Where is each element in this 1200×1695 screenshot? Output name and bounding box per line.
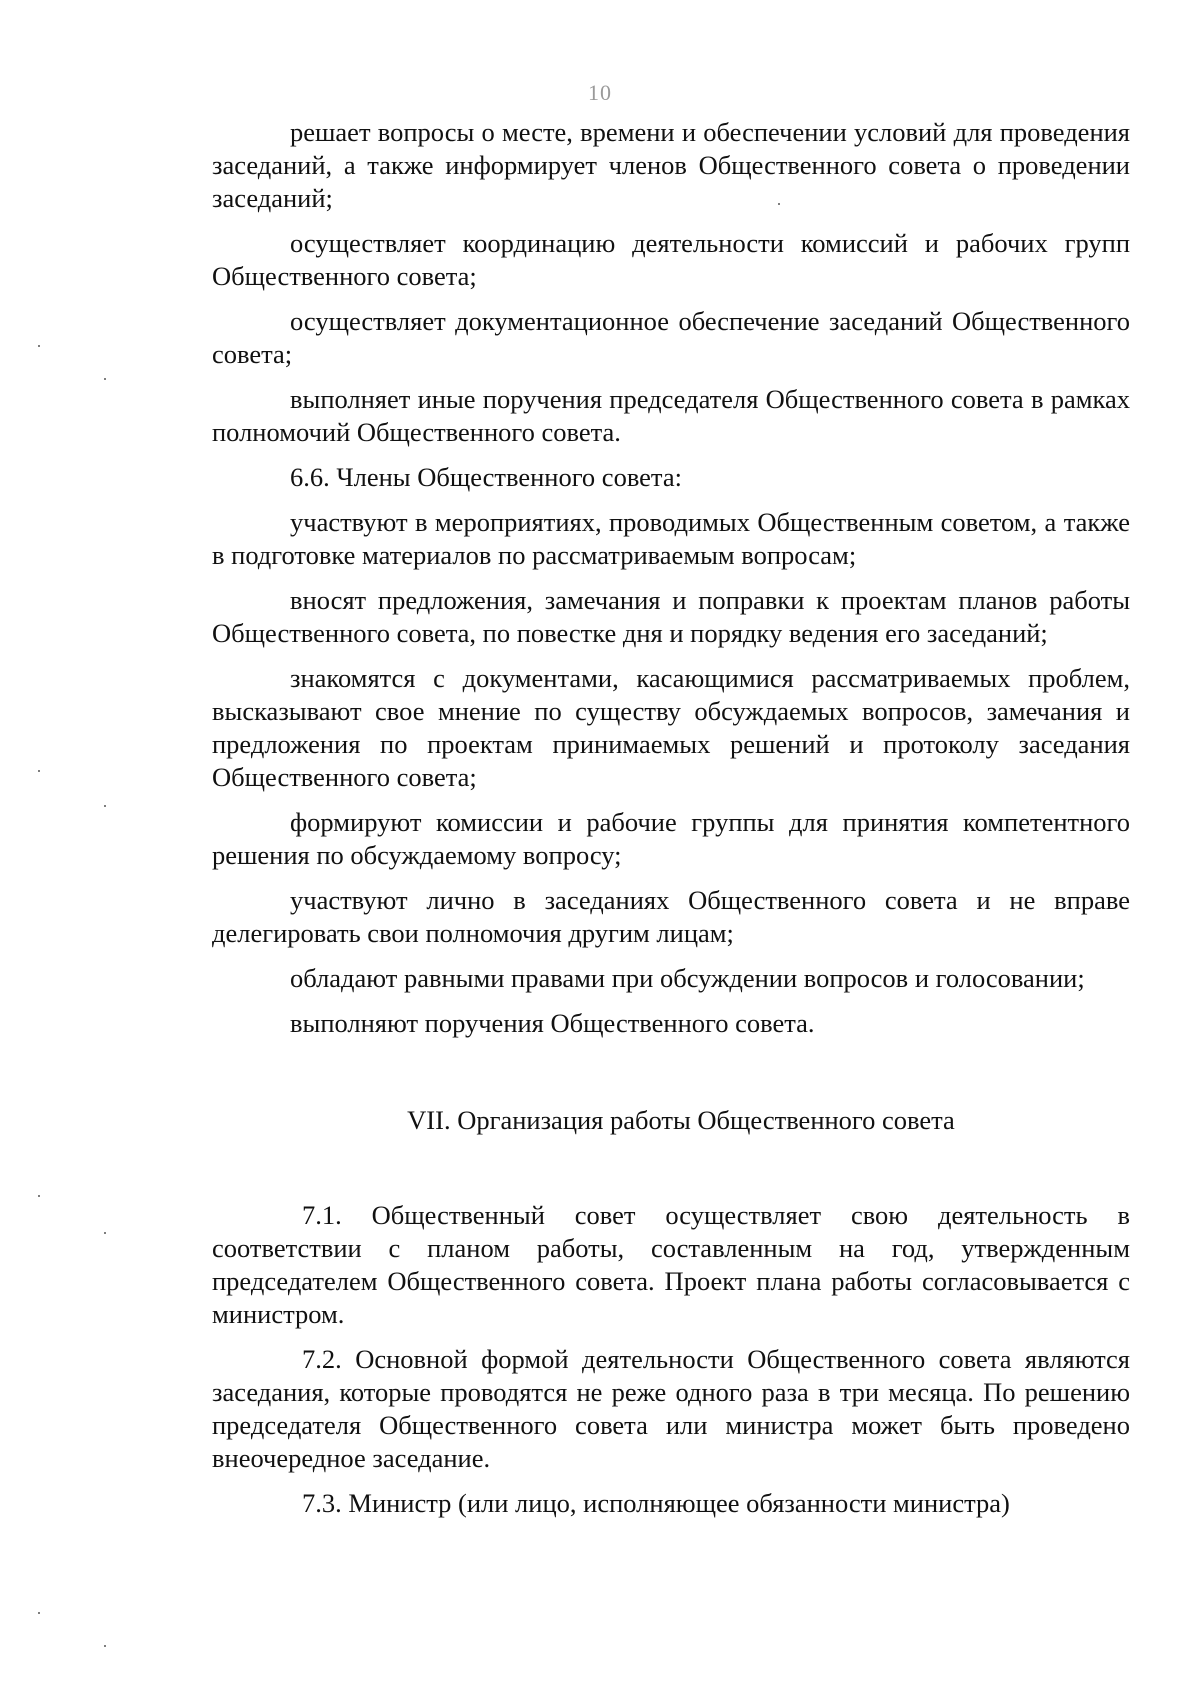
scan-speck bbox=[38, 1612, 40, 1614]
scan-speck bbox=[104, 1645, 106, 1647]
scan-speck bbox=[104, 378, 106, 380]
paragraph: 7.1. Общественный совет осуществляет свою деятельность в соответствии с планом работы, составленным на год, утвержденным председателем Общественного совета. Проект плана работы согласовывается с министром. bbox=[212, 1200, 1130, 1329]
scan-speck bbox=[38, 1195, 40, 1197]
paragraph: решает вопросы о месте, времени и обеспечении условий для проведения заседаний, а также информирует членов Общественного совета о проведении заседаний; bbox=[212, 117, 1130, 213]
paragraph: 7.2. Основной формой деятельности Общественного совета являются заседания, которые проводятся не реже одного раза в три месяца. По решению председателя Общественного совета или министра может быть проведено внеочередное заседание. bbox=[212, 1344, 1130, 1473]
section-heading: VII. Организация работы Общественного совета bbox=[407, 1105, 955, 1135]
scan-speck bbox=[38, 345, 40, 347]
page-number: 10 bbox=[588, 80, 612, 105]
paragraph: участвуют в мероприятиях, проводимых Общественным советом, а также в подготовке материалов по рассматриваемым вопросам; bbox=[212, 507, 1130, 570]
scan-speck bbox=[778, 203, 780, 205]
paragraph: участвуют лично в заседаниях Общественного совета и не вправе делегировать свои полномочия другим лицам; bbox=[212, 885, 1130, 948]
paragraph: осуществляет документационное обеспечение заседаний Общественного совета; bbox=[212, 306, 1130, 369]
scan-speck bbox=[104, 1232, 106, 1234]
paragraph: 7.3. Министр (или лицо, исполняющее обязанности министра) bbox=[302, 1488, 1010, 1518]
document-body bbox=[212, 116, 1130, 1532]
paragraph: выполняют поручения Общественного совета. bbox=[290, 1008, 815, 1038]
scan-speck bbox=[104, 805, 106, 807]
paragraph: формируют комиссии и рабочие группы для принятия компетентного решения по обсуждаемому вопросу; bbox=[212, 807, 1130, 870]
paragraph: обладают равными правами при обсуждении вопросов и голосовании; bbox=[290, 963, 1085, 993]
paragraph: 6.6. Члены Общественного совета: bbox=[290, 462, 682, 492]
paragraph: вносят предложения, замечания и поправки к проектам планов работы Общественного совета, по повестке дня и порядку ведения его заседаний; bbox=[212, 585, 1130, 648]
paragraph: выполняет иные поручения председателя Общественного совета в рамках полномочий Общественного совета. bbox=[212, 384, 1130, 447]
paragraph: осуществляет координацию деятельности комиссий и рабочих групп Общественного совета; bbox=[212, 228, 1130, 291]
scan-speck bbox=[38, 770, 40, 772]
paragraph: знакомятся с документами, касающимися рассматриваемых проблем, высказывают свое мнение по существу обсуждаемых вопросов, замечания и предложения по проектам принимаемых решений и протоколу заседания Общественного совета; bbox=[212, 663, 1130, 792]
